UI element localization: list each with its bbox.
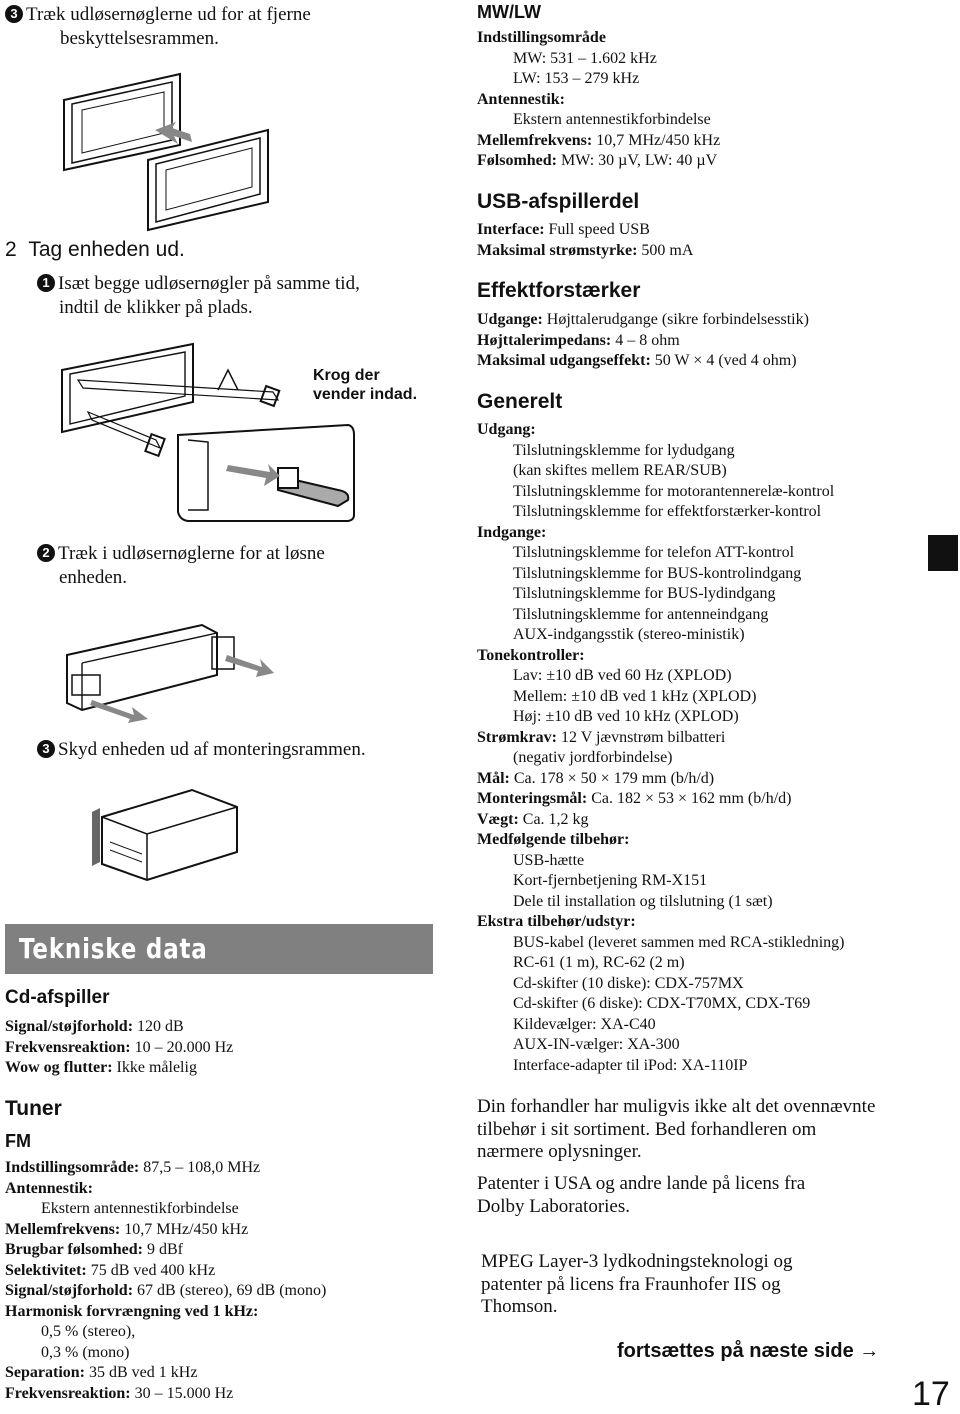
spec-line: [477, 830, 844, 851]
spec-line: [477, 728, 844, 749]
spec-line: [477, 974, 844, 995]
spec-line: [477, 666, 844, 687]
spec-line: [477, 994, 844, 1015]
continue-link[interactable]: fortsættes på næste side →: [617, 1340, 880, 1362]
spec-line: [5, 1158, 326, 1179]
spec-value: Tilslutningsklemme for effektforstærker-kontrol: [513, 503, 822, 520]
spec-line: [477, 543, 844, 564]
mwlw-heading: MW/LW: [477, 2, 541, 22]
spec-value: AUX-indgangsstik (stereo-ministik): [513, 626, 745, 643]
frame-removal-illustration: [60, 70, 280, 240]
spec-line: [477, 110, 720, 131]
paragraph-line: Patenter i USA og andre lande på licens fra: [477, 1173, 806, 1194]
spec-value: 35 dB ved 1 kHz: [85, 1364, 198, 1381]
spec-label: Antennestik:: [477, 90, 566, 108]
spec-value: 87,5 – 108,0 MHz: [139, 1159, 261, 1176]
spec-value: Høj: ±10 dB ved 10 kHz (XPLOD): [513, 708, 739, 725]
fm-specs: [5, 1158, 326, 1404]
spec-label: Selektivitet:: [5, 1261, 87, 1279]
spec-label: Separation:: [5, 1364, 85, 1381]
spec-value: MW: 531 – 1.602 kHz: [513, 49, 657, 67]
spec-line: [477, 331, 809, 352]
spec-value: Ca. 178 × 50 × 179 mm (b/h/d): [509, 769, 715, 787]
spec-line: [477, 482, 844, 503]
spec-label: Mellemfrekvens:: [477, 131, 593, 149]
spec-line: [477, 584, 844, 605]
spec-value: Tilslutningsklemme for BUS-lydindgang: [513, 585, 776, 602]
spec-value: 0,5 % (stereo),: [41, 1323, 136, 1340]
spec-label: Ekstra tilbehør/udstyr:: [477, 913, 636, 930]
spec-line: [477, 707, 844, 728]
spec-line: [477, 28, 720, 49]
spec-line: [5, 1384, 326, 1405]
spec-value: Tilslutningsklemme for BUS-kontrolindgang: [513, 564, 802, 582]
spec-value: USB-hætte: [513, 851, 585, 869]
spec-value: (negativ jordforbindelse): [513, 749, 673, 766]
spec-label: Maksimal strømstyrke:: [477, 241, 638, 259]
spec-label: Harmonisk forvrængning ved 1 kHz:: [5, 1302, 259, 1320]
spec-value: Dele til installation og tilslutning (1 sæt): [513, 892, 773, 910]
spec-line: [477, 646, 844, 667]
mpeg-patent-note: [481, 1251, 793, 1319]
spec-label: Maksimal udgangseffekt:: [477, 352, 651, 369]
spec-line: [477, 810, 844, 831]
spec-line: [477, 151, 720, 172]
spec-line: [477, 523, 844, 544]
tuner-heading: Tuner: [5, 1097, 62, 1120]
spec-label: Signal/støjforhold:: [5, 1282, 134, 1299]
spec-label: Strømkrav:: [477, 728, 557, 746]
spec-label: Interface:: [477, 221, 545, 238]
spec-value: Cd-skifter (6 diske): CDX-T70MX, CDX-T69: [513, 995, 811, 1012]
spec-value: Tilslutningsklemme for telefon ATT-kontrol: [513, 544, 795, 561]
spec-line: [477, 441, 844, 462]
spec-value: Højttalerudgange (sikre forbindelsesstik): [542, 311, 809, 328]
spec-value: Ca. 182 × 53 × 162 mm (b/h/d): [587, 790, 792, 807]
spec-line: [477, 131, 720, 152]
spec-value: 10,7 MHz/450 kHz: [120, 1220, 249, 1238]
spec-line: [5, 1302, 326, 1323]
spec-line: [477, 351, 809, 372]
spec-line: [5, 1322, 326, 1343]
spec-value: LW: 153 – 279 kHz: [513, 70, 640, 87]
amp-specs: [477, 310, 809, 372]
paragraph-line: nærmere oplysninger.: [477, 1141, 642, 1162]
spec-line: [5, 1199, 326, 1220]
spec-line: [477, 461, 844, 482]
spec-value: 67 dB (stereo), 69 dB (mono): [133, 1282, 327, 1299]
spec-value: 75 dB ved 400 kHz: [86, 1261, 216, 1279]
slide-unit-illustration: [92, 772, 252, 892]
step3-instruction: 3 Træk udløsernøglerne ud for at fjerne beskyttelsesrammen.: [5, 3, 311, 51]
spec-label: Monteringsmål:: [477, 790, 588, 807]
spec-value: Ikke målelig: [112, 1059, 197, 1076]
spec-line: [477, 69, 720, 90]
spec-line: [477, 605, 844, 626]
spec-line: [5, 1363, 326, 1384]
paragraph-line: Din forhandler har muligvis ikke alt det ovennævnte: [477, 1096, 876, 1117]
spec-line: [477, 748, 844, 769]
substep-1: 1 Isæt begge udløsernøgler på samme tid, indtil de klikker på plads.: [37, 272, 360, 320]
spec-line: [477, 310, 809, 331]
specs-banner: Tekniske data: [5, 924, 433, 974]
spec-label: Mål:: [477, 769, 510, 787]
dolby-patent-note: [477, 1173, 805, 1218]
spec-line: [5, 1179, 326, 1200]
step-number-3b: 3: [37, 740, 55, 758]
step-number-2: 2: [37, 544, 55, 562]
spec-line: [477, 953, 844, 974]
spec-value: 4 – 8 ohm: [611, 331, 680, 349]
spec-label: Indstillingsområde: [477, 29, 606, 46]
spec-label: Højttalerimpedans:: [477, 331, 612, 349]
paragraph-line: Thomson.: [481, 1296, 558, 1317]
spec-value: Cd-skifter (10 diske): CDX-757MX: [513, 974, 744, 992]
spec-line: [477, 1056, 844, 1077]
spec-line: [477, 687, 844, 708]
spec-line: [477, 420, 844, 441]
spec-line: [5, 1281, 326, 1302]
spec-value: 10 – 20.000 Hz: [130, 1038, 234, 1056]
spec-line: [477, 90, 720, 111]
cd-specs: [5, 1017, 233, 1079]
step-number-3: 3: [5, 5, 23, 23]
hook-callout: Krog der vender indad.: [313, 367, 418, 403]
spec-label: Indstillingsområde:: [5, 1159, 140, 1176]
paragraph-line: Dolby Laboratories.: [477, 1195, 631, 1217]
spec-value: Ca. 1,2 kg: [518, 810, 589, 828]
spec-value: 0,3 % (mono): [41, 1343, 130, 1361]
spec-label: Antennestik:: [5, 1179, 94, 1197]
spec-value: 50 W × 4 (ved 4 ohm): [650, 352, 797, 369]
spec-value: 500 mA: [637, 241, 694, 259]
spec-label: Udgange:: [477, 311, 543, 328]
spec-value: Kildevælger: XA-C40: [513, 1015, 656, 1033]
spec-label: Udgang:: [477, 421, 536, 438]
spec-line: [477, 625, 844, 646]
spec-value: 12 V jævnstrøm bilbatteri: [556, 728, 726, 746]
spec-value: Ekstern antennestikforbindelse: [41, 1200, 239, 1217]
section-2-heading: 2 Tag enheden ud.: [5, 238, 185, 261]
spec-line: [477, 851, 844, 872]
spec-value: 120 dB: [133, 1018, 184, 1035]
spec-line: [477, 1015, 844, 1036]
spec-line: [477, 49, 720, 70]
spec-line: [477, 564, 844, 585]
spec-line: [477, 892, 844, 913]
cd-player-heading: Cd-afspiller: [5, 987, 110, 1008]
spec-label: Medfølgende tilbehør:: [477, 831, 630, 848]
spec-value: Tilslutningsklemme for motorantennerelæ-kontrol: [513, 482, 835, 500]
spec-line: [477, 912, 844, 933]
spec-line: [477, 220, 693, 241]
general-heading: Generelt: [477, 390, 563, 413]
spec-value: Tilslutningsklemme for antenneindgang: [513, 605, 769, 623]
spec-value: BUS-kabel (leveret sammen med RCA-stikledning): [513, 933, 845, 951]
spec-line: [5, 1058, 233, 1079]
spec-line: [477, 1035, 844, 1056]
substep-2: 2 Træk i udløsernøglerne for at løsne enheden.: [37, 542, 325, 590]
spec-line: [5, 1038, 233, 1059]
spec-label: Signal/støjforhold:: [5, 1018, 134, 1035]
spec-value: RC-61 (1 m), RC-62 (2 m): [513, 954, 685, 971]
spec-label: Følsomhed:: [477, 152, 557, 169]
spec-label: Frekvensreaktion:: [5, 1384, 131, 1402]
paragraph-line: MPEG Layer-3 lydkodningsteknologi og: [481, 1251, 793, 1272]
spec-value: Lav: ±10 dB ved 60 Hz (XPLOD): [513, 667, 732, 684]
spec-label: Tonekontroller:: [477, 646, 585, 664]
spec-line: [477, 871, 844, 892]
spec-label: Frekvensreaktion:: [5, 1038, 131, 1056]
spec-line: [477, 769, 844, 790]
spec-value: 10,7 MHz/450 kHz: [592, 131, 721, 149]
spec-line: [5, 1017, 233, 1038]
step-number-1: 1: [37, 274, 55, 292]
spec-line: [5, 1261, 326, 1282]
spec-value: Mellem: ±10 dB ved 1 kHz (XPLOD): [513, 687, 757, 705]
dealer-note: [477, 1096, 875, 1164]
usb-heading: USB-afspillerdel: [477, 190, 640, 213]
spec-line: [5, 1240, 326, 1261]
spec-value: MW: 30 µV, LW: 40 µV: [557, 152, 718, 169]
spec-value: (kan skiftes mellem REAR/SUB): [513, 462, 727, 479]
spec-line: [5, 1220, 326, 1241]
spec-line: [5, 1343, 326, 1364]
paragraph-line: patenter på licens fra Fraunhofer IIS og: [481, 1273, 781, 1295]
paragraph-line: tilbehør i sit sortiment. Bed forhandleren om: [477, 1118, 817, 1140]
fm-heading: FM: [5, 1131, 31, 1151]
spec-value: Interface-adapter til iPod: XA-110IP: [513, 1056, 748, 1074]
release-keys-illustration: [58, 340, 358, 530]
spec-line: [477, 502, 844, 523]
spec-label: Brugbar følsomhed:: [5, 1241, 143, 1258]
section-tab-marker: [928, 535, 958, 571]
spec-value: 9 dBf: [142, 1241, 183, 1258]
spec-value: Full speed USB: [544, 221, 650, 238]
spec-value: Tilslutningsklemme for lydudgang: [513, 441, 735, 459]
spec-label: Vægt:: [477, 810, 519, 828]
spec-label: Wow og flutter:: [5, 1059, 113, 1076]
spec-line: [477, 933, 844, 954]
usb-specs: [477, 220, 693, 261]
spec-value: AUX-IN-vælger: XA-300: [513, 1036, 680, 1053]
spec-value: Kort-fjernbetjening RM-X151: [513, 872, 708, 889]
spec-line: [477, 789, 844, 810]
pull-keys-illustration: [62, 615, 277, 720]
spec-label: Indgange:: [477, 523, 547, 541]
spec-value: 30 – 15.000 Hz: [130, 1384, 234, 1402]
spec-label: Mellemfrekvens:: [5, 1220, 121, 1238]
page-number: 17: [912, 1375, 950, 1413]
general-specs: [477, 420, 844, 1076]
spec-value: Ekstern antennestikforbindelse: [513, 111, 711, 128]
substep-3: 3 Skyd enheden ud af monteringsrammen.: [37, 738, 366, 762]
mwlw-specs: [477, 28, 720, 172]
spec-line: [477, 241, 693, 262]
amp-heading: Effektforstærker: [477, 279, 641, 302]
